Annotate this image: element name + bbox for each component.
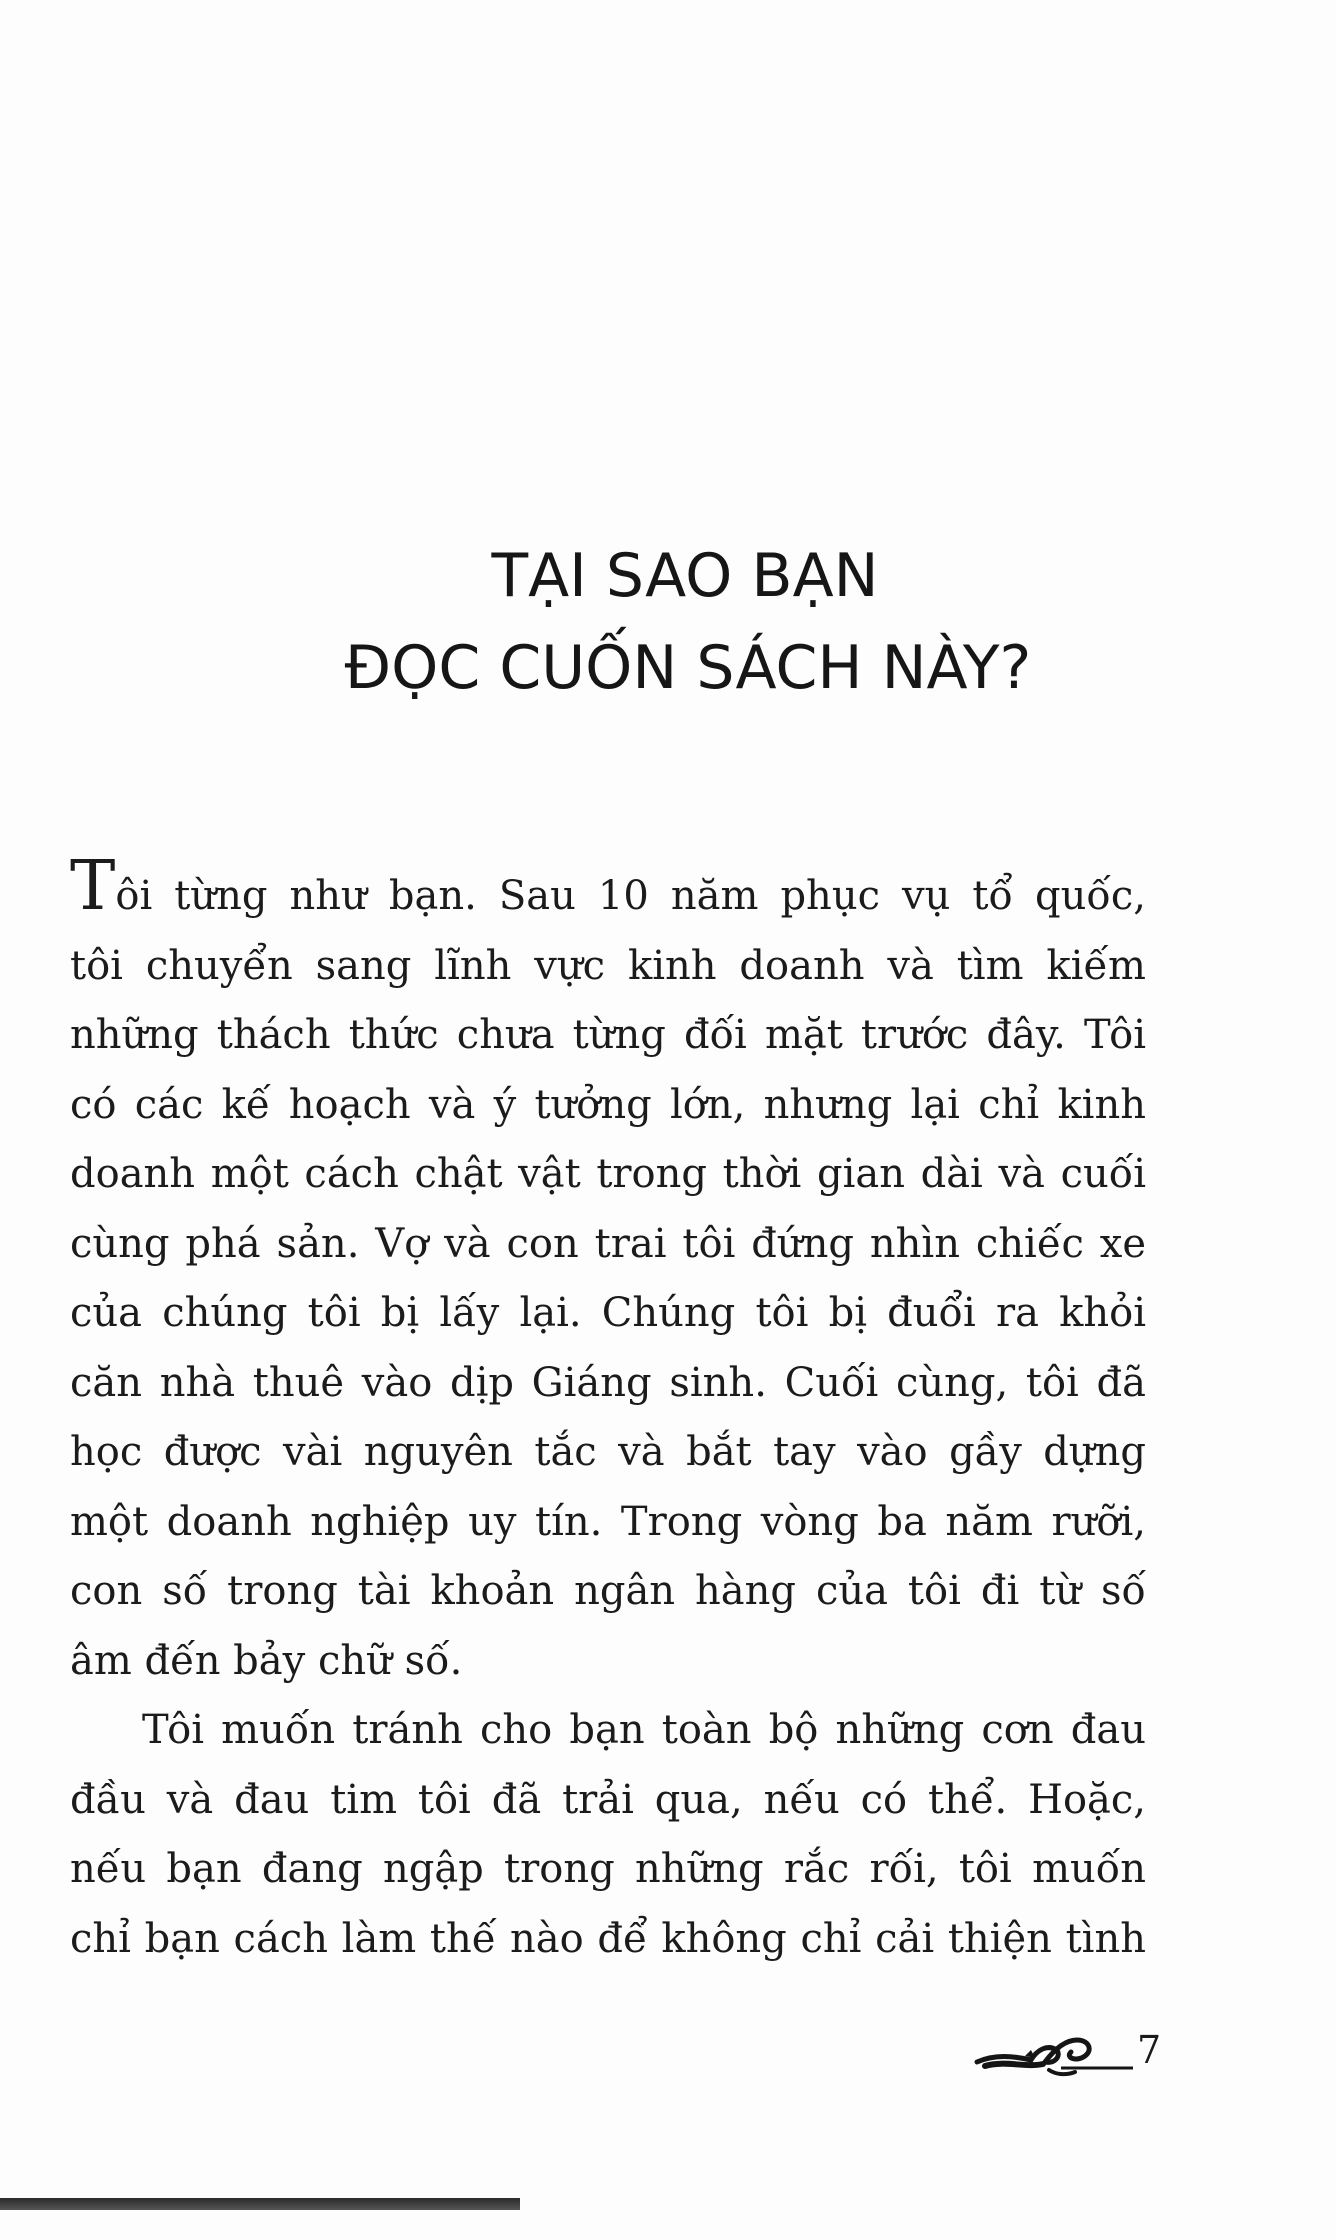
text-line: Tôi muốn tránh cho bạn toàn bộ những cơn đau xyxy=(142,1707,1146,1753)
text-line: âm đến bảy chữ số. xyxy=(70,1637,463,1684)
text-line: nếu bạn đang ngập trong những rắc rối, tôi muốn xyxy=(70,1846,1146,1892)
binding-edge xyxy=(0,2198,520,2210)
flourish-ornament-icon xyxy=(965,2010,1135,2090)
text-line xyxy=(70,847,1146,932)
text-line: con số trong tài khoản ngân hàng của tôi đi từ số xyxy=(70,1568,1146,1614)
chapter-title-line-2: ĐỌC CUỐN SÁCH NÀY? xyxy=(344,633,1032,703)
text-line: chỉ bạn cách làm thế nào để không chỉ cải thiện tình xyxy=(70,1915,1146,1962)
page-footer xyxy=(965,2010,1165,2090)
text-line: doanh một cách chật vật trong thời gian dài và cuối xyxy=(70,1151,1146,1197)
chapter-title xyxy=(0,530,1336,714)
text-line: có các kế hoạch và ý tưởng lớn, nhưng lại chỉ kinh xyxy=(70,1081,1146,1128)
chapter-title-line-1: TẠI SAO BẠN xyxy=(491,541,879,611)
body-text xyxy=(70,847,1146,1974)
drop-cap: T xyxy=(70,847,116,926)
text-line-content: ôi từng như bạn. Sau 10 năm phục vụ tổ quốc, xyxy=(115,873,1146,919)
page-number: 7 xyxy=(1137,2028,1162,2072)
text-line: tôi chuyển sang lĩnh vực kinh doanh và tìm kiếm xyxy=(70,942,1146,989)
text-line: của chúng tôi bị lấy lại. Chúng tôi bị đuổi ra khỏi xyxy=(70,1290,1146,1336)
paragraph-2 xyxy=(70,1696,1146,1974)
text-line: những thách thức chưa từng đối mặt trước đây. Tôi xyxy=(70,1012,1146,1058)
text-line: đầu và đau tim tôi đã trải qua, nếu có thể. Hoặc, xyxy=(70,1776,1146,1823)
text-line: cùng phá sản. Vợ và con trai tôi đứng nhìn chiếc xe xyxy=(70,1220,1146,1267)
paragraph-1 xyxy=(70,847,1146,1696)
text-line: căn nhà thuê vào dịp Giáng sinh. Cuối cùng, tôi đã xyxy=(70,1359,1146,1406)
text-line: một doanh nghiệp uy tín. Trong vòng ba năm rưỡi, xyxy=(70,1498,1146,1545)
text-line: học được vài nguyên tắc và bắt tay vào gầy dựng xyxy=(70,1429,1146,1475)
